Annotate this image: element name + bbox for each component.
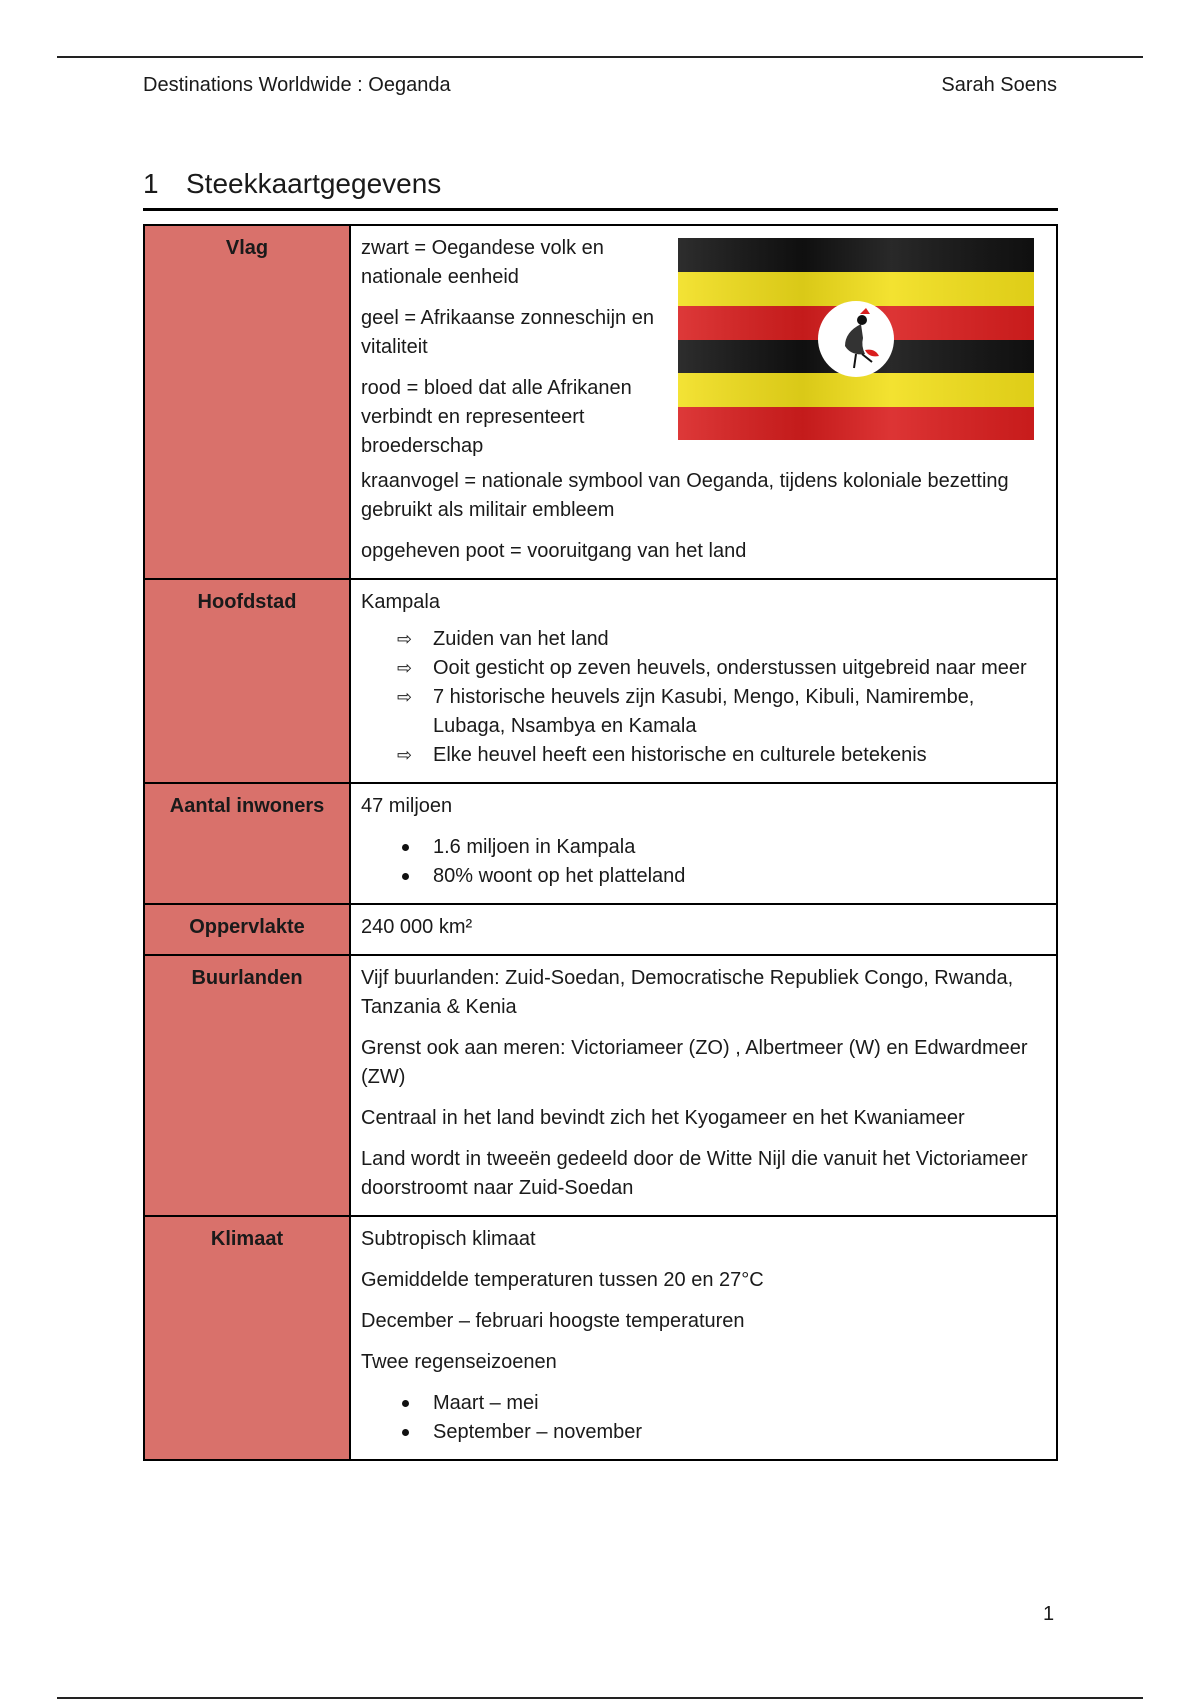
list-item: 1.6 miljoen in Kampala — [433, 833, 1046, 862]
row-label: Aantal inwoners — [144, 783, 350, 904]
section-heading — [143, 168, 1058, 211]
row-oppervlakte — [144, 904, 1057, 955]
flag-red-meaning: rood = bloed dat alle Afrikanen verbindt en representeert broederschap — [361, 377, 632, 457]
capital-facts-list — [361, 625, 1046, 770]
row-label: Vlag — [144, 225, 350, 579]
row-value — [350, 1216, 1057, 1460]
row-hoofdstad — [144, 579, 1057, 783]
lakes-paragraph: Grenst ook aan meren: Victoriameer (ZO) , Albertmeer (W) en Edwardmeer (ZW) — [361, 1037, 1028, 1088]
population-list — [361, 833, 1046, 891]
row-label: Buurlanden — [144, 955, 350, 1216]
climate-peak: December – februari hoogste temperaturen — [361, 1310, 745, 1332]
page-number: 1 — [1043, 1603, 1055, 1625]
row-value — [350, 579, 1057, 783]
flag-crane-meaning: kraanvogel = nationale symbool van Oeganda, tijdens koloniale bezetting gebruikt als militair embleem — [361, 470, 1009, 521]
climate-type: Subtropisch klimaat — [361, 1228, 536, 1250]
flag-black-meaning: zwart = Oegandese volk en nationale eenheid — [361, 237, 604, 288]
section-title: Steekkaartgegevens — [186, 168, 442, 199]
climate-temperature: Gemiddelde temperaturen tussen 20 en 27°C — [361, 1269, 764, 1291]
nile-paragraph: Land wordt in tweeën gedeeld door de Witte Nijl die vanuit het Victoriameer doorstroomt naar Zuid-Soedan — [361, 1148, 1028, 1199]
list-item: September – november — [433, 1418, 1046, 1447]
area-value: 240 000 km² — [361, 916, 473, 938]
section-number: 1 — [143, 168, 159, 199]
row-value — [350, 904, 1057, 955]
row-label: Oppervlakte — [144, 904, 350, 955]
facts-table — [143, 224, 1058, 1461]
row-value — [350, 225, 1057, 579]
header-author: Sarah Soens — [941, 74, 1057, 96]
row-buurlanden — [144, 955, 1057, 1216]
uganda-flag-image — [678, 238, 1034, 440]
row-klimaat — [144, 1216, 1057, 1460]
row-label: Klimaat — [144, 1216, 350, 1460]
neighbours-paragraph: Vijf buurlanden: Zuid-Soedan, Democratische Republiek Congo, Rwanda, Tanzania & Kenia — [361, 967, 1014, 1018]
bottom-rule — [57, 1697, 1143, 1699]
list-item: Maart – mei — [433, 1389, 1046, 1418]
row-value — [350, 955, 1057, 1216]
list-item: ⇨ Ooit gesticht op zeven heuvels, onderstussen uitgebreid naar meer — [433, 654, 1046, 683]
climate-rain-seasons: Twee regenseizoenen — [361, 1351, 557, 1373]
flag-yellow-meaning: geel = Afrikaanse zonneschijn en vitaliteit — [361, 307, 654, 358]
row-inwoners — [144, 783, 1057, 904]
list-item: 80% woont op het platteland — [433, 862, 1046, 891]
top-rule — [57, 56, 1143, 58]
row-value — [350, 783, 1057, 904]
capital-name: Kampala — [361, 591, 440, 613]
rain-season-list — [361, 1389, 1046, 1447]
population-total: 47 miljoen — [361, 795, 453, 817]
row-vlag — [144, 225, 1057, 579]
list-item: ⇨ Elke heuvel heeft een historische en culturele betekenis — [433, 741, 1046, 770]
flag-leg-meaning: opgeheven poot = vooruitgang van het land — [361, 540, 747, 562]
header-document-title: Destinations Worldwide : Oeganda — [143, 74, 451, 96]
list-item: ⇨ Zuiden van het land — [433, 625, 1046, 654]
central-lakes-paragraph: Centraal in het land bevindt zich het Kyogameer en het Kwaniameer — [361, 1107, 965, 1129]
row-label: Hoofdstad — [144, 579, 350, 783]
list-item: ⇨ 7 historische heuvels zijn Kasubi, Mengo, Kibuli, Namirembe, Lubaga, Nsambya en Kamala — [433, 683, 1046, 741]
